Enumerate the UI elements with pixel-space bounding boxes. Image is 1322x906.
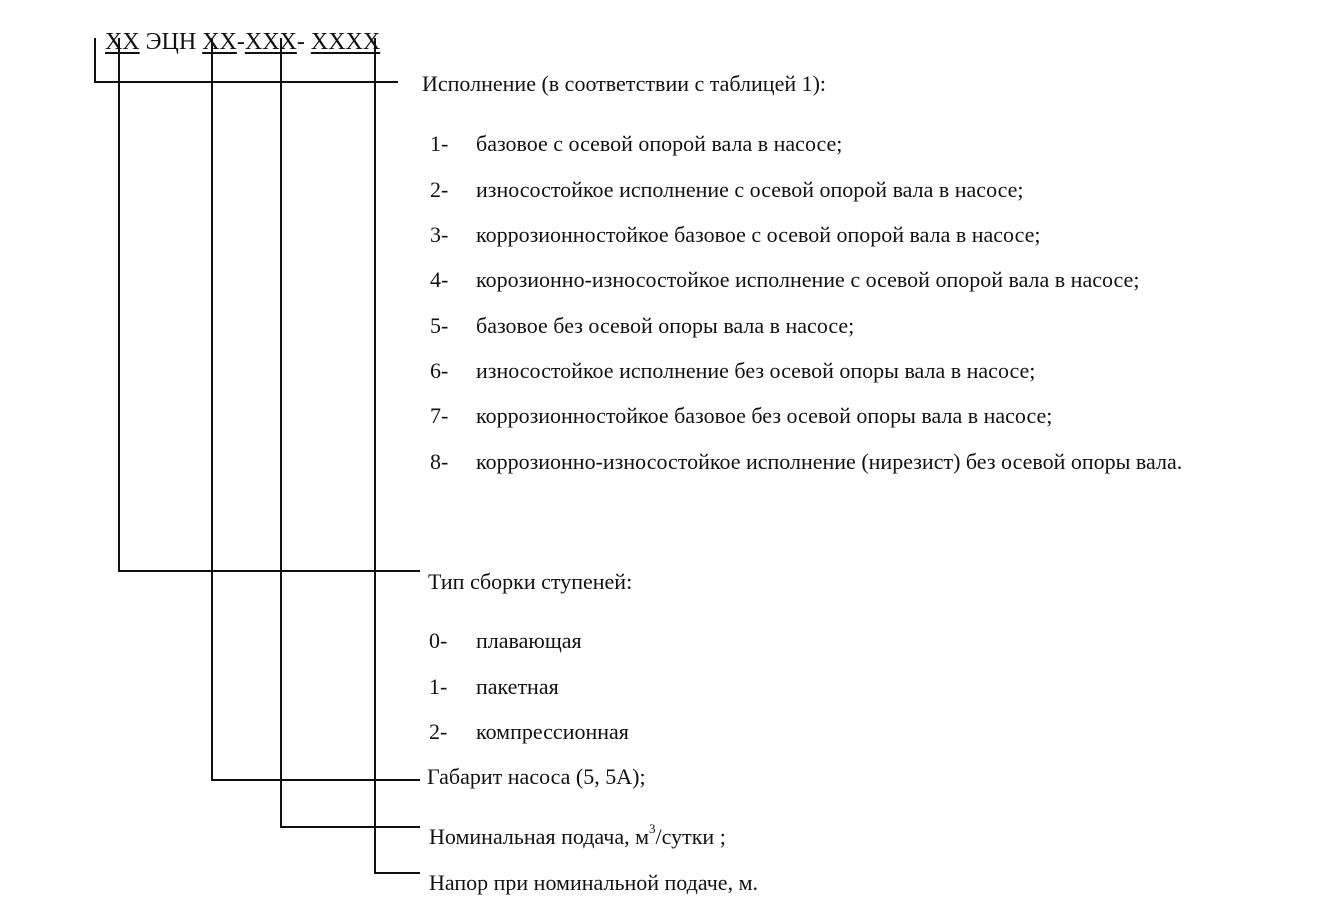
execution-item-text: корозионно-износостойкое исполнение с осевой опорой вала в насосе;	[476, 267, 1140, 292]
leader-execution	[95, 38, 398, 82]
code-pump-type: ЭЦН	[139, 29, 203, 55]
execution-item-text: коррозионностойкое базовое без осевой опоры вала в насосе;	[476, 403, 1053, 428]
assembly-item-num: 1-	[429, 674, 448, 699]
code-separator-1: -	[236, 29, 245, 55]
execution-item-text: коррозионностойкое базовое с осевой опорой вала в насосе;	[476, 222, 1041, 247]
nominal-flow-label	[429, 821, 726, 849]
assembly-heading: Тип сборки ступеней:	[428, 569, 633, 594]
execution-item-num: 6-	[430, 358, 449, 383]
execution-item-text: коррозионно-износостойкое исполнение (нирезист) без осевой опоры вала.	[476, 449, 1183, 474]
assembly-item-num: 2-	[429, 719, 448, 744]
execution-heading: Исполнение (в соответствии с таблицей 1):	[422, 71, 827, 96]
leader-head	[375, 38, 420, 873]
leader-flow	[281, 38, 420, 827]
assembly-item-num: 0-	[429, 628, 448, 653]
assembly-item-text: плавающая	[476, 628, 582, 653]
pump-size-label: Габарит насоса (5, 5А);	[427, 764, 646, 789]
code-execution: XX	[105, 29, 140, 55]
code-head: XXXX	[310, 29, 381, 55]
assembly-item-text: пакетная	[476, 674, 559, 699]
execution-item-num: 7-	[430, 403, 449, 428]
nominal-flow-exponent: 3	[649, 821, 656, 836]
leader-size	[212, 38, 420, 780]
code-separator-2: -	[296, 29, 311, 55]
execution-item-num: 8-	[430, 449, 449, 474]
execution-item-num: 1-	[430, 131, 449, 156]
execution-item-num: 4-	[430, 267, 449, 292]
execution-item-text: базовое с осевой опорой вала в насосе;	[476, 131, 843, 156]
nominal-flow-unit: /сутки ;	[655, 824, 726, 849]
assembly-item-text: компрессионная	[476, 719, 629, 744]
code-flow: XXX	[244, 29, 297, 55]
execution-item-text: износостойкое исполнение с осевой опорой вала в насосе;	[476, 177, 1024, 202]
execution-item-num: 3-	[430, 222, 449, 247]
head-label: Напор при номинальной подаче, м.	[429, 870, 758, 895]
execution-item-text: износостойкое исполнение без осевой опоры вала в насосе;	[476, 358, 1036, 383]
code-size: XX	[202, 29, 237, 55]
nominal-flow-text: Номинальная подача, м	[429, 824, 650, 849]
execution-item-text: базовое без осевой опоры вала в насосе;	[476, 313, 855, 338]
execution-item-num: 5-	[430, 313, 449, 338]
execution-item-num: 2-	[430, 177, 449, 202]
